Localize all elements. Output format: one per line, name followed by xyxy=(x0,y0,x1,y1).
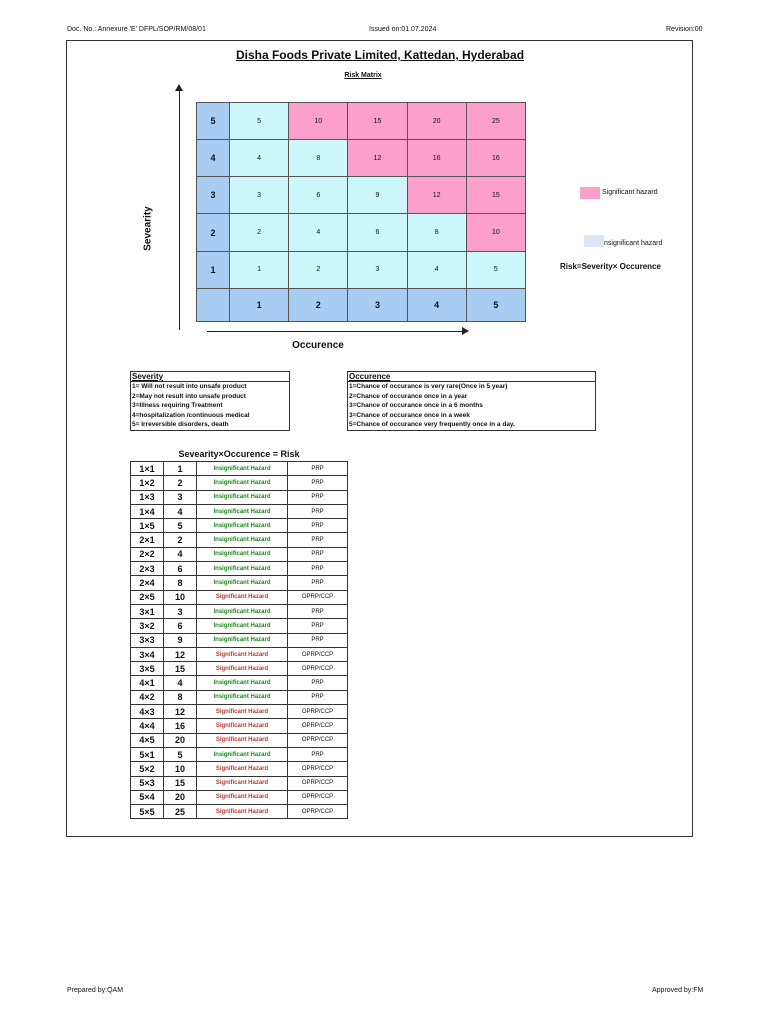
matrix-cell: 9 xyxy=(348,177,407,214)
matrix-row xyxy=(197,103,526,140)
score-cell: 15 xyxy=(164,776,197,790)
hazard-class-cell: Insignificant Hazard xyxy=(197,633,288,647)
risk-formula: Risk=Severity× Occurence xyxy=(560,262,661,271)
control-cell: OPRP/CCP xyxy=(288,776,348,790)
combo-cell: 2×1 xyxy=(131,533,164,547)
table-row xyxy=(131,705,348,719)
insignificant-legend-swatch xyxy=(584,235,604,247)
matrix-row xyxy=(197,214,526,251)
table-row xyxy=(131,533,348,547)
occurence-heading: Occurence xyxy=(348,372,595,382)
hazard-class-cell: Insignificant Hazard xyxy=(197,604,288,618)
combo-cell: 3×4 xyxy=(131,647,164,661)
severity-heading: Severity xyxy=(131,372,289,382)
control-cell: PRP xyxy=(288,690,348,704)
combo-cell: 5×4 xyxy=(131,790,164,804)
x-axis-label: Occurence xyxy=(292,340,344,351)
control-cell: PRP xyxy=(288,633,348,647)
doc-number: Doc. No.: Annexure 'E' DFPL/SOP/RM/08/01 xyxy=(67,26,206,33)
occurence-level: 3 xyxy=(348,288,407,321)
y-axis-line xyxy=(179,87,180,330)
table-row xyxy=(131,790,348,804)
score-cell: 4 xyxy=(164,547,197,561)
score-cell: 3 xyxy=(164,604,197,618)
control-cell: PRP xyxy=(288,604,348,618)
matrix-title: Risk Matrix xyxy=(344,72,382,79)
table-row xyxy=(131,476,348,490)
score-cell: 15 xyxy=(164,662,197,676)
hazard-class-cell: Insignificant Hazard xyxy=(197,676,288,690)
matrix-row xyxy=(197,177,526,214)
combo-cell: 3×1 xyxy=(131,604,164,618)
combo-cell: 1×3 xyxy=(131,490,164,504)
severity-line: 2=May not result into unsafe product xyxy=(132,392,246,400)
occurence-level: 1 xyxy=(230,288,289,321)
control-cell: OPRP/CCP xyxy=(288,705,348,719)
revision: Revision:00 xyxy=(666,26,703,33)
control-cell: OPRP/CCP xyxy=(288,805,348,819)
combo-cell: 4×5 xyxy=(131,733,164,747)
control-cell: OPRP/CCP xyxy=(288,590,348,604)
score-cell: 3 xyxy=(164,490,197,504)
arrow-up-icon xyxy=(175,84,183,91)
table-row xyxy=(131,762,348,776)
table-row xyxy=(131,719,348,733)
insignificant-legend-label: nsignificant hazard xyxy=(604,240,663,247)
matrix-cell: 16 xyxy=(407,140,466,177)
combo-cell: 2×3 xyxy=(131,562,164,576)
matrix-cell: 15 xyxy=(466,177,525,214)
control-cell: OPRP/CCP xyxy=(288,647,348,661)
matrix-cell: 4 xyxy=(289,214,348,251)
score-cell: 8 xyxy=(164,576,197,590)
table-row xyxy=(131,776,348,790)
score-cell: 12 xyxy=(164,705,197,719)
severity-level: 3 xyxy=(197,177,230,214)
table-row xyxy=(131,647,348,661)
severity-line: 4=hospitalization /continuous medical xyxy=(132,411,250,419)
matrix-cell: 3 xyxy=(348,251,407,288)
control-cell: PRP xyxy=(288,519,348,533)
issued-date: Issued on:01.07.2024 xyxy=(369,26,437,33)
matrix-cell: 12 xyxy=(407,177,466,214)
score-cell: 6 xyxy=(164,619,197,633)
hazard-class-cell: Insignificant Hazard xyxy=(197,533,288,547)
matrix-cell: 20 xyxy=(407,103,466,140)
hazard-class-cell: Insignificant Hazard xyxy=(197,619,288,633)
severity-level: 4 xyxy=(197,140,230,177)
score-cell: 25 xyxy=(164,805,197,819)
approved-by: Approved by:FM xyxy=(652,987,704,994)
score-cell: 4 xyxy=(164,504,197,518)
hazard-class-cell: Insignificant Hazard xyxy=(197,576,288,590)
table-row xyxy=(131,662,348,676)
severity-definitions xyxy=(130,371,290,431)
combo-cell: 3×3 xyxy=(131,633,164,647)
matrix-cell: 8 xyxy=(407,214,466,251)
control-cell: OPRP/CCP xyxy=(288,662,348,676)
table-row xyxy=(131,604,348,618)
hazard-class-cell: Significant Hazard xyxy=(197,776,288,790)
combo-cell: 5×3 xyxy=(131,776,164,790)
control-cell: PRP xyxy=(288,476,348,490)
combo-cell: 4×3 xyxy=(131,705,164,719)
hazard-class-cell: Insignificant Hazard xyxy=(197,562,288,576)
occurence-level: 5 xyxy=(466,288,525,321)
table-row xyxy=(131,590,348,604)
matrix-cell: 25 xyxy=(466,103,525,140)
control-cell: PRP xyxy=(288,504,348,518)
significant-legend-label: Significant hazard xyxy=(602,189,658,196)
severity-level: 1 xyxy=(197,251,230,288)
control-cell: OPRP/CCP xyxy=(288,762,348,776)
matrix-cell: 1 xyxy=(230,251,289,288)
combo-cell: 5×5 xyxy=(131,805,164,819)
control-cell: PRP xyxy=(288,462,348,476)
prepared-by: Prepared by:QAM xyxy=(67,987,124,994)
control-cell: PRP xyxy=(288,490,348,504)
matrix-cell: 15 xyxy=(348,103,407,140)
severity-level: 2 xyxy=(197,214,230,251)
occurence-line: 1=Chance of occurance is very rare(Once in 5 year) xyxy=(349,383,508,390)
control-cell: PRP xyxy=(288,533,348,547)
score-cell: 4 xyxy=(164,676,197,690)
table-row xyxy=(131,619,348,633)
risk-table-title: Sevearity×Occurence = Risk xyxy=(178,449,300,459)
hazard-class-cell: Insignificant Hazard xyxy=(197,490,288,504)
score-cell: 1 xyxy=(164,462,197,476)
matrix-cell: 12 xyxy=(348,140,407,177)
occurence-line: 2=Chance of occurance once in a year xyxy=(349,392,468,400)
severity-line: 5= Irreversible disorders, death xyxy=(132,421,229,429)
matrix-cell: 6 xyxy=(289,177,348,214)
hazard-class-cell: Insignificant Hazard xyxy=(197,547,288,561)
occurence-line: 3=Chance of occurance once in a 6 months xyxy=(349,402,483,410)
score-cell: 20 xyxy=(164,790,197,804)
control-cell: OPRP/CCP xyxy=(288,719,348,733)
table-row xyxy=(131,519,348,533)
combo-cell: 2×5 xyxy=(131,590,164,604)
score-cell: 6 xyxy=(164,562,197,576)
score-cell: 16 xyxy=(164,719,197,733)
hazard-class-cell: Significant Hazard xyxy=(197,733,288,747)
combo-cell: 4×4 xyxy=(131,719,164,733)
score-cell: 9 xyxy=(164,633,197,647)
occurence-line: 5=Chance of occurance very frequently once in a day. xyxy=(349,421,515,429)
matrix-cell: 8 xyxy=(289,140,348,177)
table-row xyxy=(131,676,348,690)
hazard-class-cell: Significant Hazard xyxy=(197,805,288,819)
matrix-cell: 4 xyxy=(407,251,466,288)
combo-cell: 4×1 xyxy=(131,676,164,690)
hazard-class-cell: Significant Hazard xyxy=(197,790,288,804)
score-cell: 10 xyxy=(164,762,197,776)
score-cell: 12 xyxy=(164,647,197,661)
table-row xyxy=(131,747,348,761)
control-cell: OPRP/CCP xyxy=(288,733,348,747)
table-row xyxy=(131,547,348,561)
hazard-class-cell: Insignificant Hazard xyxy=(197,476,288,490)
combo-cell: 1×5 xyxy=(131,519,164,533)
risk-table xyxy=(130,461,348,819)
combo-cell: 3×5 xyxy=(131,662,164,676)
matrix-cell: 5 xyxy=(466,251,525,288)
hazard-class-cell: Insignificant Hazard xyxy=(197,747,288,761)
combo-cell: 1×4 xyxy=(131,504,164,518)
control-cell: PRP xyxy=(288,562,348,576)
company-title: Disha Foods Private Limited, Kattedan, Hyderabad xyxy=(235,48,525,62)
combo-cell: 3×2 xyxy=(131,619,164,633)
combo-cell: 5×1 xyxy=(131,747,164,761)
matrix-row xyxy=(197,140,526,177)
significant-legend-swatch xyxy=(580,187,600,199)
control-cell: PRP xyxy=(288,747,348,761)
matrix-corner xyxy=(197,288,230,321)
combo-cell: 1×2 xyxy=(131,476,164,490)
table-row xyxy=(131,805,348,819)
score-cell: 8 xyxy=(164,690,197,704)
table-row xyxy=(131,462,348,476)
combo-cell: 2×2 xyxy=(131,547,164,561)
table-row xyxy=(131,733,348,747)
hazard-class-cell: Insignificant Hazard xyxy=(197,504,288,518)
arrow-right-icon xyxy=(462,327,469,335)
occurence-definitions xyxy=(347,371,596,431)
hazard-class-cell: Significant Hazard xyxy=(197,719,288,733)
combo-cell: 5×2 xyxy=(131,762,164,776)
matrix-cell: 5 xyxy=(230,103,289,140)
severity-line: 3=Illness requiring Treatment xyxy=(132,402,223,410)
matrix-cell: 2 xyxy=(230,214,289,251)
hazard-class-cell: Significant Hazard xyxy=(197,647,288,661)
control-cell: OPRP/CCP xyxy=(288,790,348,804)
control-cell: PRP xyxy=(288,547,348,561)
score-cell: 10 xyxy=(164,590,197,604)
matrix-cell: 16 xyxy=(466,140,525,177)
table-row xyxy=(131,690,348,704)
combo-cell: 1×1 xyxy=(131,462,164,476)
occurence-line: 3=Chance of occurance once in a week xyxy=(349,411,470,419)
score-cell: 5 xyxy=(164,519,197,533)
matrix-cell: 2 xyxy=(289,251,348,288)
occurence-row xyxy=(197,288,526,321)
y-axis-label: Sevearity xyxy=(142,206,154,251)
hazard-class-cell: Insignificant Hazard xyxy=(197,519,288,533)
control-cell: PRP xyxy=(288,676,348,690)
table-row xyxy=(131,562,348,576)
table-row xyxy=(131,633,348,647)
matrix-cell: 10 xyxy=(466,214,525,251)
severity-level: 5 xyxy=(197,103,230,140)
score-cell: 2 xyxy=(164,476,197,490)
hazard-class-cell: Significant Hazard xyxy=(197,705,288,719)
table-row xyxy=(131,504,348,518)
combo-cell: 2×4 xyxy=(131,576,164,590)
matrix-cell: 6 xyxy=(348,214,407,251)
combo-cell: 4×2 xyxy=(131,690,164,704)
occurence-level: 4 xyxy=(407,288,466,321)
score-cell: 5 xyxy=(164,747,197,761)
matrix-cell: 4 xyxy=(230,140,289,177)
hazard-class-cell: Insignificant Hazard xyxy=(197,462,288,476)
matrix-cell: 10 xyxy=(289,103,348,140)
matrix-row xyxy=(197,251,526,288)
score-cell: 20 xyxy=(164,733,197,747)
hazard-class-cell: Insignificant Hazard xyxy=(197,690,288,704)
x-axis-line xyxy=(207,331,465,332)
control-cell: PRP xyxy=(288,619,348,633)
hazard-class-cell: Significant Hazard xyxy=(197,590,288,604)
risk-matrix xyxy=(196,102,526,322)
table-row xyxy=(131,490,348,504)
control-cell: PRP xyxy=(288,576,348,590)
hazard-class-cell: Significant Hazard xyxy=(197,662,288,676)
hazard-class-cell: Significant Hazard xyxy=(197,762,288,776)
occurence-level: 2 xyxy=(289,288,348,321)
matrix-cell: 3 xyxy=(230,177,289,214)
severity-line: 1= Will not result into unsafe product xyxy=(132,383,247,390)
score-cell: 2 xyxy=(164,533,197,547)
table-row xyxy=(131,576,348,590)
